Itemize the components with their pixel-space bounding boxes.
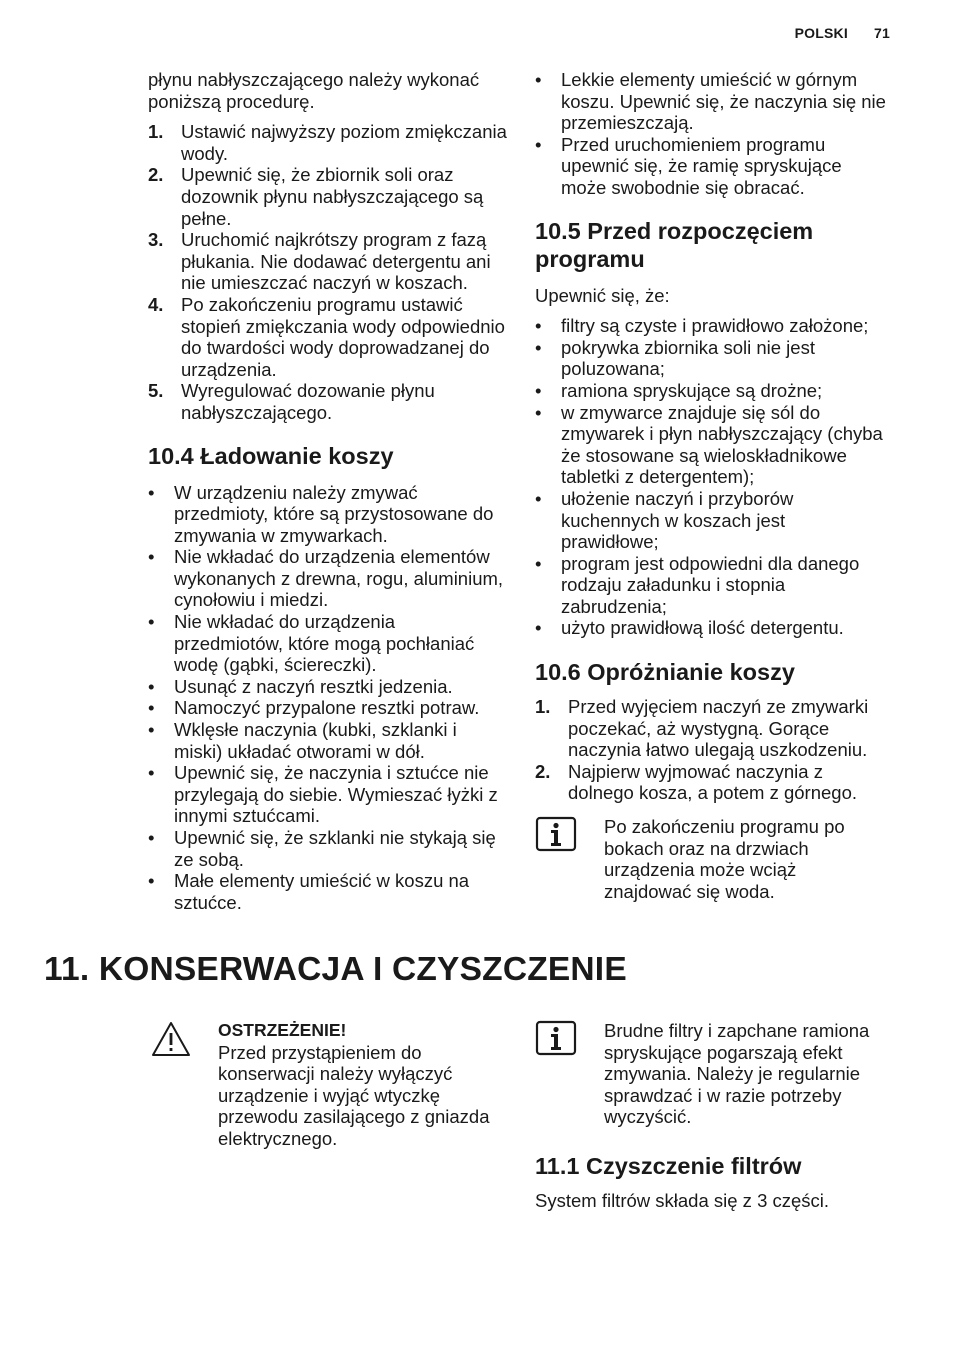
section-title-11-1: 11.1 Czyszczenie filtrów [535,1152,802,1179]
loading-bullets [148,482,508,914]
left-column [148,69,508,913]
list-item: • Usunąć z naczyń resztki jedzenia. [148,676,508,698]
list-item: • w zmywarce znajduje się sól do zmywarek i płyn nabłyszczający (chyba że stosowane są wieloskładnikowe tabletki z detergentem); [535,402,887,488]
unloading-steps [535,696,887,804]
step-number: 1. [535,696,551,718]
step-text: Wyregulować dozowanie płynu nabłyszczającego. [181,380,435,423]
step-number: 3. [148,229,164,251]
list-item: • Nie wkładać do urządzenia elementów wykonanych z drewna, rogu, aluminium, cynołowiu i miedzi. [148,546,508,611]
page-number: 71 [874,25,890,41]
list-item: • Upewnić się, że szklanki nie stykają się ze sobą. [148,827,508,870]
list-item: • Wklęsłe naczynia (kubki, szklanki i miski) układać otworami w dół. [148,719,508,762]
list-item: • program jest odpowiedni dla danego rodzaju załadunku i stopnia zabrudzenia; [535,553,887,618]
list-item: • Lekkie elementy umieścić w górnym koszu. Upewnić się, że naczynia się nie przemieszczają. [535,69,887,134]
list-item: • Upewnić się, że naczynia i sztućce nie przylegają do siebie. Wymieszać łyżki z innymi sztućcami. [148,762,508,827]
list-item [148,380,508,423]
list-item [148,294,508,380]
section-11-1-text: System filtrów składa się z 3 części. [535,1189,830,1211]
step-number: 1. [148,121,164,143]
list-item [148,229,508,294]
info-note [535,816,887,902]
language-label: POLSKI [794,25,848,41]
step-text: Po zakończeniu programu ustawić stopień zmiękczania wody odpowiednio do twardości wody doprowadzanej do urządzenia. [181,293,505,380]
info-note-filters-text: Brudne filtry i zapchane ramiona spryskujące pogarszają efekt zmywania. Należy je regularnie sprawdzać i w razie potrzeby wyczyścić. [604,1020,870,1128]
step-text: Uruchomić najkrótszy program z fazą płukania. Nie dodawać detergentu ani nie umieszczać naczyń w koszach. [181,229,491,294]
list-item: • Małe elementy umieścić w koszu na sztućce. [148,870,508,913]
intro-paragraph: płynu nabłyszczającego należy wykonać poniższą procedurę. [148,69,480,112]
list-item [148,121,508,164]
section-title-10-6: 10.6 Opróżnianie koszy [535,659,795,686]
chapter-title: 11. KONSERWACJA I CZYSZCZENIE [44,951,627,988]
list-item: • pokrywka zbiornika soli nie jest poluzowana; [535,337,887,380]
step-text: Przed wyjęciem naczyń ze zmywarki poczekać, aż wystygną. Gorące naczynia łatwo ulegają uszkodzeniu. [568,696,869,761]
warning-icon [150,1020,192,1063]
right-column [535,69,887,902]
step-text: Ustawić najwyższy poziom zmiękczania wody. [181,121,507,164]
info-icon [535,1020,577,1061]
section-title-10-5: 10.5 Przed rozpoczęciem programu [535,217,814,272]
list-item: • ułożenie naczyń i przyborów kuchennych w koszach jest prawidłowe; [535,488,887,553]
info-note-text: Po zakończeniu programu po bokach oraz na drzwiach urządzenia może wciąż znajdować się woda. [604,816,845,902]
maintenance-right-column [535,1020,887,1212]
section-10-5-intro: Upewnić się, że: [535,284,670,306]
list-item [535,761,887,804]
pre-program-checklist [535,315,887,639]
step-text: Najpierw wyjmować naczynia z dolnego kosza, a potem z górnego. [568,760,857,804]
step-number: 5. [148,380,164,402]
step-number: 2. [148,164,164,186]
page-header [795,23,890,45]
procedure-steps [148,121,508,423]
info-icon [535,816,577,857]
list-item [148,164,508,229]
loading-bullets-continued [535,69,887,199]
list-item: • W urządzeniu należy zmywać przedmioty, które są przystosowane do zmywania w zmywarkach. [148,482,508,547]
step-number: 4. [148,293,164,315]
list-item [535,696,887,761]
list-item: • użyto prawidłową ilość detergentu. [535,617,887,639]
list-item: • ramiona spryskujące są drożne; [535,380,887,402]
info-note-filters [535,1020,887,1128]
list-item: • Namoczyć przypalone resztki potraw. [148,697,508,719]
warning-text: Przed przystąpieniem do konserwacji należy wyłączyć urządzenie i wyjąć wtyczkę przewodu zasilającego z gniazda elektrycznego. [218,1041,490,1149]
section-title-10-4: 10.4 Ładowanie koszy [148,442,394,469]
list-item: • filtry są czyste i prawidłowo założone; [535,315,887,337]
step-text: Upewnić się, że zbiornik soli oraz dozownik płynu nabłyszczającego są pełne. [181,164,484,229]
warning-text-block [218,1020,510,1150]
warning-title: OSTRZEŻENIE! [218,1020,347,1040]
step-number: 2. [535,760,551,782]
list-item: • Nie wkładać do urządzenia przedmiotów, które mogą pochłaniać wodę (gąbki, ściereczki). [148,611,508,676]
list-item: • Przed uruchomieniem programu upewnić się, że ramię spryskujące może swobodnie się obracać. [535,134,887,199]
